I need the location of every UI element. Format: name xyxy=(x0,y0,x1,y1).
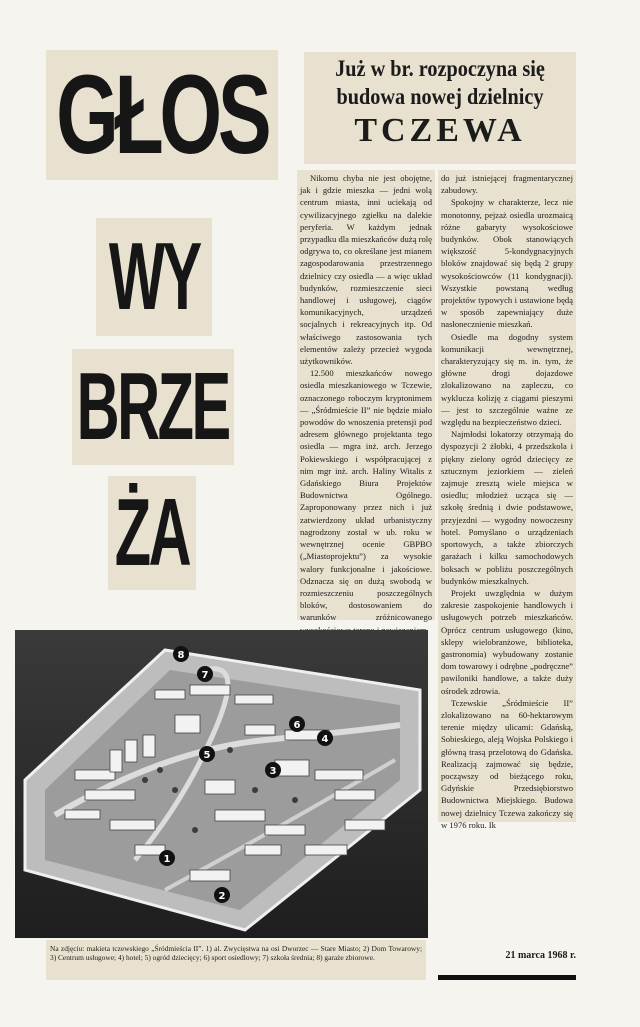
big-word-part-1 xyxy=(96,218,212,336)
article-paragraph: Najmłodsi lokatorzy otrzymają do dyspozycji 2 żłobki, 4 przedszkola i piękny zielony ogród dziecięcy ze sztucznym jeziorkiem — zieleń zajmuje zresztą wiele miejsca w osiedlu; młodzież ucząca się — szkołę średnią i dwie podstawowe, przyjezdni — wygodny nowoczesny hotel. Pomyślano o urządzeniach sportowych, a także zbiorczych garażach i kilku samochodowych boksach w pobliżu poszczególnych budynków mieszkalnych. xyxy=(441,429,573,586)
masthead-title: GŁOS xyxy=(56,52,268,177)
article-paragraph: Tczewskie „Śródmieście II” zlokalizowano na 60-hektarowym terenie między ulicami: Gdańską, Sobieskiego, aleją Wojska Polskiego i główną trasą przelotową do Gdańska. Realizacją zajmować się będzie, począwszy od bieżącego roku, Gdyńskie Przedsiębiorstwo Budownictwa Miejskiego. Budowa nowej dzielnicy Tczewa zakończy się w 1976 roku. Ik xyxy=(441,697,573,830)
big-word-part-2 xyxy=(72,349,234,465)
model-photo-drawing xyxy=(15,630,428,938)
marker-2-label: 2 xyxy=(218,891,226,902)
headline-line-1: Już w br. rozpoczyna się xyxy=(335,56,545,81)
big-word-part-2-text: BRZE xyxy=(76,353,230,460)
marker-3-label: 3 xyxy=(269,766,277,777)
article-paragraph: 12.500 mieszkańców nowego osiedla mieszkaniowego w Tczewie, oznaczonego roboczym kryptonimem — „Śródmieście II” nie będzie miało powodów do wnoszenia pretensji pod adresem głównego projektanta tego osiedla — mgra inż. arch. Jerzego Pokiewskiego i współpracującej z nim mgr inż. arch. Haliny Witalis z Gdańskiego Biura Projektów Budownictwa Ogólnego. Zaproponowany przez nich i już zatwierdzony układ urbanistyczny nagrodzony został w ub. roku w wewnętrznej ocenie GBPBO („Miastoprojektu”) za wysokie walory funkcjonalne i jakościowe. Odznacza się on dużą swobodą w rozmieszczeniu poszczególnych bloków, dostosowaniem do warunków zróżnicowanego xyxy=(300,368,432,623)
publication-date: 21 marca 1968 r. xyxy=(505,950,576,961)
article-paragraph: Osiedle ma dogodny system komunikacji wewnętrznej, charakteryzujący się m. in. tym, że główne drogi dojazdowe zlokalizowano na zapleczu, co wyklucza kolizję z ciągami pieszymi — jest to szczególnie ważne ze względu na bezpieczeństwo dzieci. xyxy=(441,331,573,428)
marker-7-label: 7 xyxy=(201,670,209,681)
headline-line-3: TCZEWA xyxy=(354,112,526,149)
big-word-part-3 xyxy=(108,476,196,590)
article-column-1 xyxy=(297,170,435,623)
marker-4-label: 4 xyxy=(321,734,329,745)
article-paragraph: do już istniejącej fragmentarycznej zabudowy. xyxy=(441,173,573,196)
headline-clipping xyxy=(304,52,576,164)
article-column-2 xyxy=(438,170,576,830)
masthead-clipping xyxy=(46,50,278,180)
model-photo xyxy=(15,630,428,938)
article-paragraph: Spokojny w charakterze, lecz nie monotonny, pejzaż osiedla urozmaicą różne gabaryty wysokościowe budynków. Obok stanowiących większość 5-kondygnacyjnych bloków znajdować się będą 2 grupy wysokościowców (11 kondygnacji). Wszystkie powstaną według projektów typowych i ustawione będą w sposób zapewniający duże nasłonecznienie mieszkań. xyxy=(441,197,573,330)
marker-6-label: 6 xyxy=(293,720,301,731)
date-rule xyxy=(438,975,576,980)
marker-8-label: 8 xyxy=(177,650,185,661)
marker-1-label: 1 xyxy=(163,854,171,865)
article-paragraph: Projekt uwzględnia w dużym zakresie zaspokojenie handlowych i usługowych potrzeb mieszkańców. Oprócz centrum usługowego (kino, sklepy wielobranżowe, biblioteka, gastronomia) wybudowany zostanie dom towarowy i odrębne „podręczne” pawiloniki handlowe, a także duży ośrodek zdrowia. xyxy=(441,587,573,696)
big-word-part-1-text: WY xyxy=(108,223,200,330)
article-paragraph: Nikomu chyba nie jest obojętne, jak i gdzie mieszka — jedni wolą centrum miasta, inni uciekają od cywilizacyjnego zgiełku na dalekie peryferia. W każdym jednak przypadku dla mieszkańców dużą rolę odgrywa to, co określane jest mianem zagospodarowania przestrzennego dzielnicy czy osiedla — a więc układ budynków, rozmieszczenie sieci handlowej i usługowej, ciągów komunikacyjnych, urządzeń socjalnych i rekreacyjnych itp. Od właściwego zastosowania tych elementów zależy przecież wygoda użytkowników. xyxy=(300,173,432,367)
headline-line-2: budowa nowej dzielnicy xyxy=(336,84,544,109)
big-word-part-3-text: ŻA xyxy=(114,479,190,586)
photo-caption: Na zdjęciu: makieta tczewskiego „Śródmieścia II”. 1) al. Zwycięstwa na osi Dworzec — Stare Miasto; 2) Dom Towarowy; 3) Centrum usługowe; 4) hotel; 5) ogród dziecięcy; 6) sport osiedlowy; 7) szkoła średnia; 8) garaże zbiorowe. xyxy=(46,940,426,980)
marker-5-label: 5 xyxy=(203,750,211,761)
